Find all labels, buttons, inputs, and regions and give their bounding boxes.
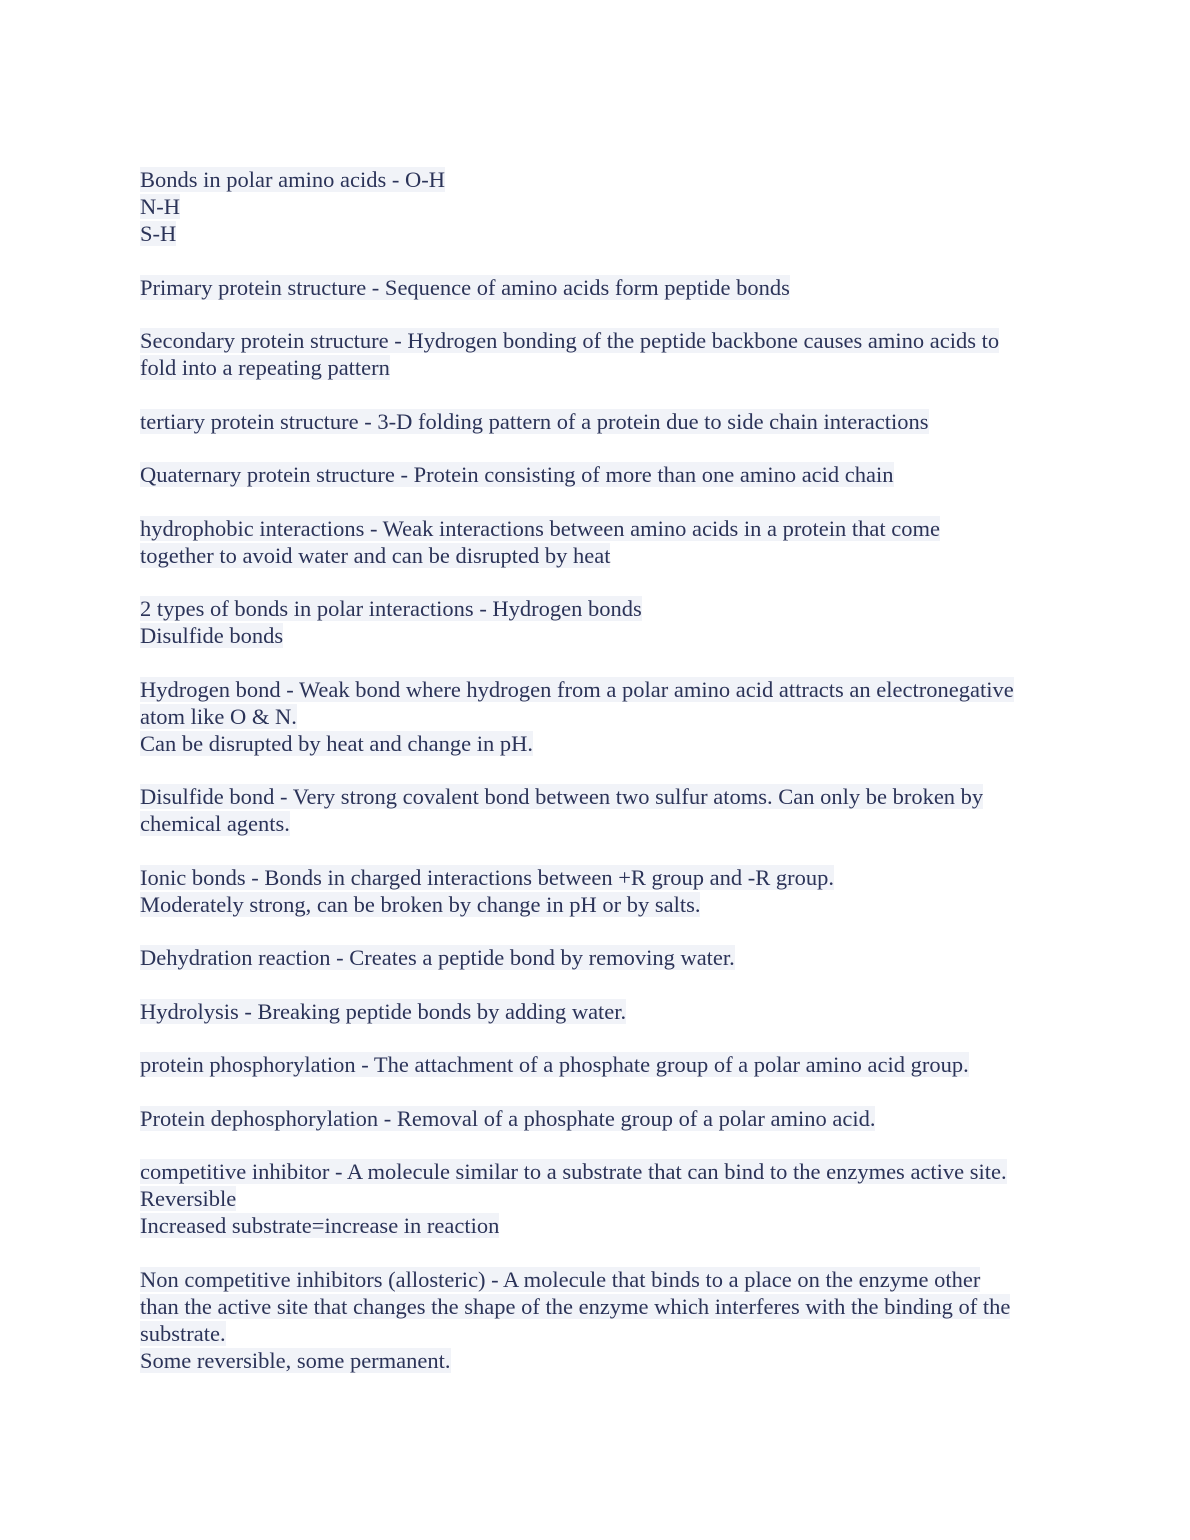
- entry-line: [140, 864, 1060, 891]
- flashcard-entry: [140, 783, 1060, 837]
- entry-text: Hydrogen bond - Weak bond where hydrogen from a polar amino acid attracts an electronegative: [140, 676, 1014, 702]
- entry-line: [140, 1320, 1060, 1347]
- entry-text: Some reversible, some permanent.: [140, 1347, 451, 1373]
- entry-line: [140, 1051, 1060, 1078]
- entry-text: Can be disrupted by heat and change in pH.: [140, 730, 534, 756]
- flashcard-entry: [140, 274, 1060, 301]
- entry-line: [140, 622, 1060, 649]
- flashcard-entry: [140, 327, 1060, 381]
- flashcard-entry: [140, 408, 1060, 435]
- flashcard-entry: [140, 1158, 1060, 1239]
- entry-line: [140, 1105, 1060, 1132]
- entry-line: [140, 327, 1060, 354]
- entry-text: Dehydration reaction - Creates a peptide bond by removing water.: [140, 945, 735, 970]
- entry-text: fold into a repeating pattern: [140, 355, 390, 380]
- entry-line: [140, 274, 1060, 301]
- entry-text: Protein dephosphorylation - Removal of a phosphate group of a polar amino acid.: [140, 1105, 876, 1131]
- entry-text: Bonds in polar amino acids - O-H: [140, 167, 445, 192]
- entry-line: [140, 220, 1060, 247]
- entry-line: [140, 408, 1060, 435]
- entry-line: [140, 1158, 1060, 1185]
- entry-text: Hydrolysis - Breaking peptide bonds by adding water.: [140, 998, 627, 1024]
- entry-text: Quaternary protein structure - Protein consisting of more than one amino acid chain: [140, 462, 894, 487]
- flashcard-entry: [140, 1051, 1060, 1078]
- entry-line: [140, 703, 1060, 730]
- entry-line: [140, 1185, 1060, 1212]
- entry-line: [140, 1266, 1060, 1293]
- entry-text: chemical agents.: [140, 811, 290, 836]
- entry-text: atom like O & N.: [140, 703, 297, 729]
- entry-text: Disulfide bonds: [140, 623, 284, 648]
- entry-line: [140, 998, 1060, 1025]
- flashcard-entry: [140, 1266, 1060, 1374]
- flashcard-entry: [140, 461, 1060, 488]
- entry-line: [140, 783, 1060, 810]
- entry-text: Ionic bonds - Bonds in charged interactions between +R group and -R group.: [140, 864, 835, 890]
- entry-text: S-H: [140, 221, 177, 246]
- entry-text: hydrophobic interactions - Weak interactions between amino acids in a protein that come: [140, 515, 941, 541]
- entry-line: [140, 676, 1060, 703]
- entry-text: N-H: [140, 194, 180, 219]
- entry-text: protein phosphorylation - The attachment of a phosphate group of a polar amino acid group.: [140, 1052, 969, 1077]
- entry-text: tertiary protein structure - 3-D folding pattern of a protein due to side chain interactions: [140, 408, 929, 434]
- document-page: [140, 166, 1060, 1400]
- entry-text: Increased substrate=increase in reaction: [140, 1213, 500, 1238]
- entry-text: competitive inhibitor - A molecule similar to a substrate that can bind to the enzymes active site.: [140, 1159, 1007, 1184]
- entry-line: [140, 810, 1060, 837]
- flashcard-entry: [140, 595, 1060, 649]
- entry-text: Non competitive inhibitors (allosteric) - A molecule that binds to a place on the enzyme other: [140, 1266, 981, 1292]
- flashcard-entry: [140, 676, 1060, 757]
- entry-line: [140, 354, 1060, 381]
- entry-line: [140, 730, 1060, 757]
- entry-line: [140, 595, 1060, 622]
- entry-text: 2 types of bonds in polar interactions - Hydrogen bonds: [140, 596, 642, 621]
- entry-text: substrate.: [140, 1320, 226, 1346]
- flashcard-entry: [140, 864, 1060, 918]
- flashcard-entry: [140, 998, 1060, 1025]
- entry-line: [140, 1212, 1060, 1239]
- entry-line: [140, 166, 1060, 193]
- entry-line: [140, 542, 1060, 569]
- flashcard-entry: [140, 166, 1060, 247]
- entry-line: [140, 1293, 1060, 1320]
- entry-text: Disulfide bond - Very strong covalent bond between two sulfur atoms. Can only be broken by: [140, 784, 984, 809]
- flashcard-entry: [140, 944, 1060, 971]
- entry-text: than the active site that changes the shape of the enzyme which interferes with the binding of the: [140, 1293, 1011, 1319]
- entry-text: Secondary protein structure - Hydrogen bonding of the peptide backbone causes amino acids to: [140, 328, 1000, 353]
- entry-line: [140, 944, 1060, 971]
- entry-text: Primary protein structure - Sequence of amino acids form peptide bonds: [140, 274, 790, 300]
- entry-text: Moderately strong, can be broken by change in pH or by salts.: [140, 891, 701, 917]
- entry-line: [140, 193, 1060, 220]
- flashcard-entry: [140, 1105, 1060, 1132]
- flashcard-entry: [140, 515, 1060, 569]
- entry-line: [140, 891, 1060, 918]
- entry-line: [140, 515, 1060, 542]
- entry-line: [140, 461, 1060, 488]
- entry-line: [140, 1347, 1060, 1374]
- entry-text: together to avoid water and can be disrupted by heat: [140, 542, 611, 568]
- entry-text: Reversible: [140, 1186, 237, 1211]
